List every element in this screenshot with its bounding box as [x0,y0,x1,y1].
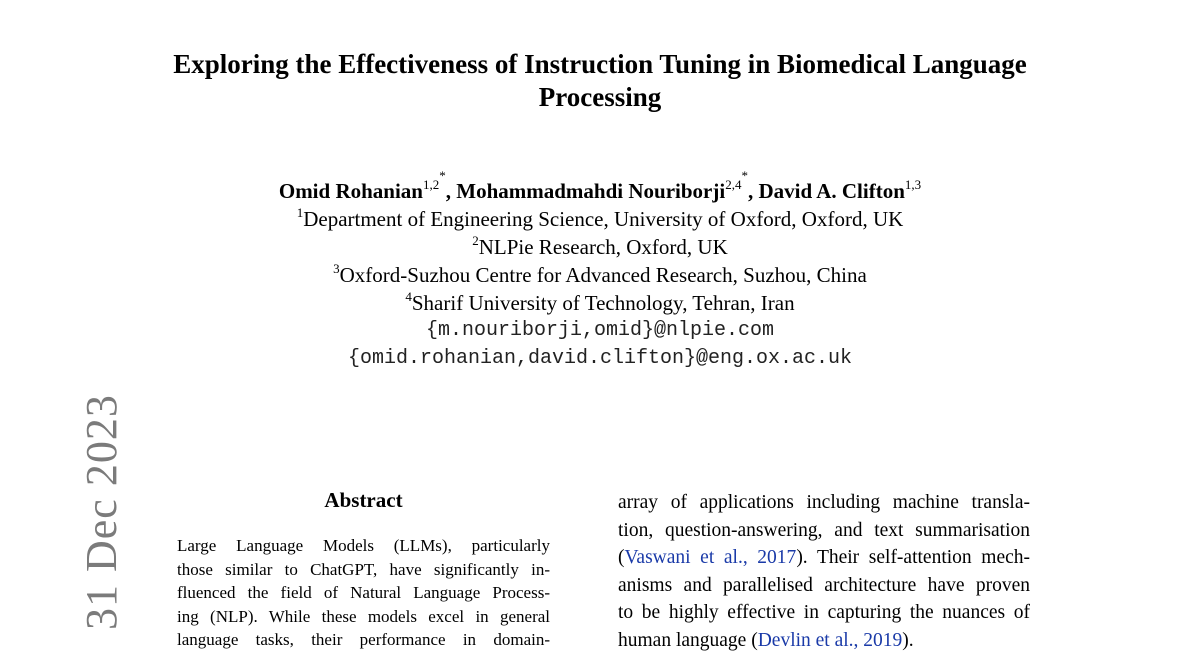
author-block [100,176,1100,373]
author-1-affil: 1,2* [423,177,446,192]
intro-line: human language (Devlin et al., 2019). [618,627,1030,654]
intro-column [618,489,1030,654]
abstract-line: ing (NLP). While these models excel in general [177,605,550,629]
author-3: David A. Clifton [758,179,904,203]
intro-line: (Vaswani et al., 2017). Their self-attention mech- [618,544,1030,572]
citation-devlin[interactable]: Devlin et al., 2019 [758,630,903,651]
email-1[interactable]: {m.nouriborji,omid}@nlpie.com [100,317,1100,345]
intro-line: array of applications including machine transla- [618,489,1030,517]
intro-line: to be highly effective in capturing the nuances of [618,599,1030,627]
citation-vaswani[interactable]: Vaswani et al., 2017 [625,547,797,568]
affiliation-4: $^4$Sharif University of Technology, Tehran, Iran [100,289,1100,317]
author-2: Mohammadmahdi Nouriborji [456,179,725,203]
affiliation-3: $^3$Oxford-Suzhou Centre for Advanced Research, Suzhou, China [100,261,1100,289]
affiliation-2: $^2$NLPie Research, Oxford, UK [100,233,1100,261]
paper-title [100,48,1100,114]
abstract-line: those similar to ChatGPT, have significantly in- [177,558,550,582]
author-1: Omid Rohanian [279,179,423,203]
title-line-1: Exploring the Effectiveness of Instruction Tuning in Biomedical Language [100,48,1100,81]
intro-line: tion, question-answering, and text summarisation [618,517,1030,545]
author-names: Omid Rohanian$^{1,2^*}$, Mohammadmahdi Nouriborji$^{2,4^*}$, David A. Clifton$^{1,3}$ [100,176,1100,205]
intro-line: anisms and parallelised architecture have proven [618,572,1030,600]
abstract-line: language tasks, their performance in domain- [177,628,550,652]
author-3-affil: 1,3 [905,177,921,192]
abstract-line: fluenced the field of Natural Language Process- [177,581,550,605]
arxiv-date: 31 Dec 2023 [76,394,127,630]
abstract-body [177,534,550,652]
arxiv-side-stamp [22,410,82,630]
affiliation-1: $^1$Department of Engineering Science, University of Oxford, Oxford, UK [100,205,1100,233]
abstract-line: Large Language Models (LLMs), particularly [177,534,550,558]
title-line-2: Processing [100,81,1100,114]
author-2-affil: 2,4* [725,177,748,192]
abstract-heading: Abstract [177,488,550,513]
email-2[interactable]: {omid.rohanian,david.clifton}@eng.ox.ac.uk [100,345,1100,373]
